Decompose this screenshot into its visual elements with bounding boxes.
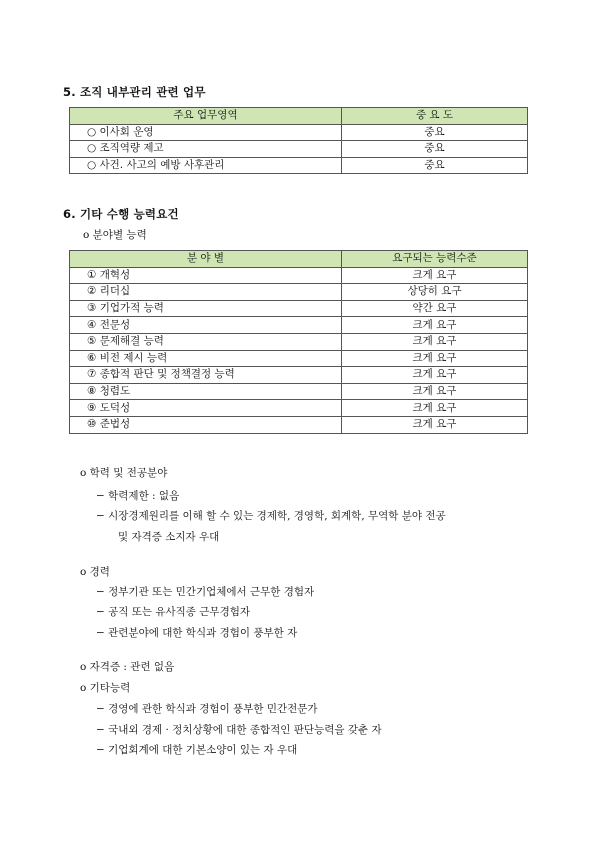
table-cell: 크게 요구 xyxy=(342,333,528,350)
table-row xyxy=(70,124,528,141)
table-cell: ⑤ 문제해결 능력 xyxy=(70,333,342,350)
column-header: 주요 업무영역 xyxy=(70,108,342,125)
table-cell: ○ 이사회 운영 xyxy=(70,124,342,141)
section-6-title: 6. 기타 수행 능력요건 xyxy=(63,207,179,221)
education-heading: o 학력 및 전공분야 xyxy=(80,467,168,479)
table-cell: ○ 사건. 사고의 예방 사후관리 xyxy=(70,157,342,174)
section-5-table xyxy=(69,107,528,174)
table-row xyxy=(70,300,528,317)
table-cell: 크게 요구 xyxy=(342,400,528,417)
table-row xyxy=(70,157,528,174)
table-header-row xyxy=(70,108,528,125)
table-row xyxy=(70,367,528,384)
table-cell: 크게 요구 xyxy=(342,383,528,400)
column-header: 중 요 도 xyxy=(342,108,528,125)
table-cell: ⑧ 청렴도 xyxy=(70,383,342,400)
table-cell: ○ 조직역량 제고 xyxy=(70,141,342,158)
table-cell: 중요 xyxy=(342,141,528,158)
table-cell: ④ 전문성 xyxy=(70,317,342,334)
other-heading: o 기타능력 xyxy=(80,682,131,694)
sub-label: o 분야별 능력 xyxy=(83,229,147,241)
table-row xyxy=(70,383,528,400)
column-header: 요구되는 능력수준 xyxy=(342,251,528,268)
list-item: − 국내외 경제 · 정치상황에 대한 종합적인 판단능력을 갖춘 자 xyxy=(96,724,382,736)
table-row xyxy=(70,284,528,301)
table-row xyxy=(70,317,528,334)
list-item: − 공직 또는 유사직종 근무경험자 xyxy=(96,606,251,618)
list-item: − 관련분야에 대한 학식과 경험이 풍부한 자 xyxy=(96,627,298,639)
table-cell: ⑦ 종합적 판단 및 정책결정 능력 xyxy=(70,367,342,384)
table-row xyxy=(70,416,528,433)
table-cell: 상당히 요구 xyxy=(342,284,528,301)
table-cell: 크게 요구 xyxy=(342,267,528,284)
table-cell: 크게 요구 xyxy=(342,317,528,334)
table-cell: ② 리더십 xyxy=(70,284,342,301)
table-row xyxy=(70,141,528,158)
section-6-table xyxy=(69,250,528,434)
table-row xyxy=(70,333,528,350)
section-5-title: 5. 조직 내부관리 관련 업무 xyxy=(63,85,206,99)
table-cell: 중요 xyxy=(342,157,528,174)
list-item: − 시장경제원리를 이해 할 수 있는 경제학, 경영학, 회계학, 무역학 분야 전공 xyxy=(96,510,446,522)
list-item: − 경영에 관한 학식과 경험이 풍부한 민간전문가 xyxy=(96,703,318,715)
table-cell: ⑩ 준법성 xyxy=(70,416,342,433)
list-item: − 정부기관 또는 민간기업체에서 근무한 경험자 xyxy=(96,586,315,598)
table-cell: 크게 요구 xyxy=(342,367,528,384)
table-row xyxy=(70,350,528,367)
career-heading: o 경력 xyxy=(80,566,110,578)
table-cell: ③ 기업가적 능력 xyxy=(70,300,342,317)
list-item-continuation: 및 자격증 소지자 우대 xyxy=(118,531,220,543)
table-cell: 중요 xyxy=(342,124,528,141)
list-item: − 학력제한 : 없음 xyxy=(96,490,180,502)
table-cell: ⑥ 비전 제시 능력 xyxy=(70,350,342,367)
list-item: − 기업회계에 대한 기본소양이 있는 자 우대 xyxy=(96,744,298,756)
table-cell: 약간 요구 xyxy=(342,300,528,317)
column-header: 분 야 별 xyxy=(70,251,342,268)
table-cell: 크게 요구 xyxy=(342,416,528,433)
table-cell: ⑨ 도덕성 xyxy=(70,400,342,417)
table-cell: 크게 요구 xyxy=(342,350,528,367)
table-row xyxy=(70,267,528,284)
license-heading: o 자격증 : 관련 없음 xyxy=(80,661,175,673)
table-row xyxy=(70,400,528,417)
table-cell: ① 개혁성 xyxy=(70,267,342,284)
table-header-row xyxy=(70,251,528,268)
